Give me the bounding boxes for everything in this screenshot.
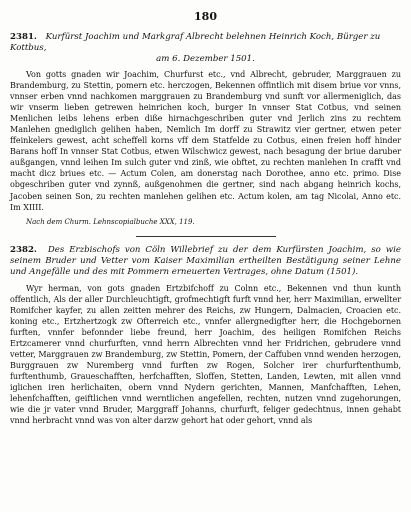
- entry-date: ohne Datum (1501).: [270, 266, 359, 277]
- entry-heading: [10, 245, 401, 278]
- charter-entry-2381: [10, 32, 401, 226]
- page-number: 180: [194, 10, 217, 23]
- entry-heading-text: Kurfürst Joachim und Markgraf Albrecht belehnen Heinrich Koch, Bürger zu Kottbus,: [10, 32, 381, 53]
- section-divider: [136, 236, 276, 237]
- entry-number: 2381.: [10, 32, 37, 42]
- entry-number: 2382.: [10, 244, 37, 255]
- entry-date: am 6. Dezember 1501.: [156, 54, 255, 64]
- entry-body-text: Wyr herman, von gots gnaden Ertzbifchoff zu Colnn etc., Bekennen vnd thun kunth offentlich, Als der aller Durchleuchtigft, grofmechtigft furft vnnd her, herr Maximilian, erwellter Romifcher kayfer, zu allen zeitten mehrer des Reichs, zw Hungern, Dalmacien, Croacien etc. koning etc., Ertzhertzogk zw Ofterreich etc., vnnfer allergnedigfter herr, die Hochgebornen furften, vnnfer befonnder liebe freund, herr Joachim, des heiligen Romifchen Reichs Ertzcamerer vnnd churfurften, vnnd herrn Albrechten vnnd her Fridrichen, gebrudere vnnd vetter, Marggrauen zw Brandemburg, zw Stettin, Pomern, der Caffuben vnnd wenden herzogen, Burggrauen zw Nuremberg vnnd furften zw Rogen, Solcher irer churfurftenthumb, furftenthumb, Graueschafften, herfchafften, Sloffen, Stetten, Landen, Lewten, mit allen vnnd iglichen iren herlichaiten, obern vnnd Nydern gerichten, Mannen, Manfchafften, Lehen, lehenfchafften, geiftlichen vnnd werntlichen angefellen, rechten, nutzen vnnd zugehorungen, wie die jr vater vnnd Bruder, Marggraff Johanns, churfurft, feliger gedechtnus, innen gehabt vnnd herbracht vnnd was von alter darzw gehort hat oder gehort, vnnd als: [10, 283, 401, 426]
- entry-heading-text: Des Erzbischofs von Cöln Willebrief zu der dem Kurfürsten Joachim, so wie seinem Bruder und Vetter vom Kaiser Maximilian ertheilten Bestätigung seiner Lehne und Angefälle und des mit Pommern erneuerten Vertrages,: [10, 244, 401, 277]
- entry-heading: [10, 32, 401, 54]
- charter-entry-2382: [10, 245, 401, 427]
- entry-body-text: Von gotts gnaden wir Joachim, Churfurst etc., vnd Albrecht, gebruder, Marggrauen zu Brandemburg, zu Stettin, pomern etc. herczogen, Bekennen offintlich mit disem briue vor vnns, vnnser erben vnnd nachkomen marggrauen zu Brandemburg vnd sunft vor allermeniglich, das wir vnserm lieben getrewen heinrichen koch, burger In vnnser Stat Cotbus, vnd seinen Menlichen leibs lehens erben diße hirnachgeschriben guter vnd Jerlich zins zu rechtem Manlehen gnediglich gelihen haben, Nemlich Im dorff zu Strawitz vier gertner, etwen peter ffeinkelers gewest, acht scheffell korns vff dem Statfelde zu Cotbus, einen freien hoff hinder Barans hoff In vnnser Stat Cotbus, etwen Wilschwicz gewest, nach besagung der briue daruber außgangen, vnnd leihen Im sulch guter vnd zinß, wie obftet, zu rechten manlehen In crafft vnd macht dicz briues etc. — Actum Colen, am donerstag nach Dorothee, anno etc. primo. Dise obgeschriben guter vnd zynnß, außgenohmen die gertner, sind nach abgang heinrich kochs, Jacoben seinen Son, zu rechten manlehen gelihen etc. Actum kolen, am tag Nicolai, Anno etc. Im XIIII.: [10, 70, 401, 212]
- entry-source-note: Nach dem Churm. Lehnscopialbuche XXX, 119.: [26, 217, 195, 226]
- document-page: [10, 10, 401, 426]
